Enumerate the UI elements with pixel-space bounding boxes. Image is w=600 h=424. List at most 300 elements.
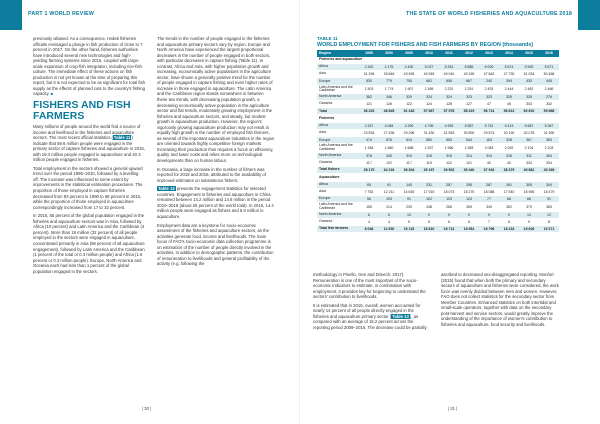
table-cell: 30 890 [459,129,479,136]
table-cell: 155 [359,203,379,211]
header-color-bar [0,0,22,30]
table-cell: 31 990 [539,129,559,136]
table-cell: 29 296 [399,129,419,136]
table-cell: 57 578 [439,108,459,115]
paragraph: ascribed to decreased sex-disaggregated reporting. Monfort (2015) found that when both the primary and secondary sectors of aquaculture and fisheries were considered, the work force was evenly divided between men and women. However, FAO does not collect statistics for the secondary sector from Member Countries. Enhanced statistics on both intertidal and small-scale operators, together with data on the secondary post-harvest and service sectors, would greatly improve the understanding of the importance of women's contribution to fisheries and aquaculture, food security and livelihoods. [441,272,559,327]
table-cell: 40 [479,159,499,166]
section-heading: FISHERS AND FISH FARMERS [33,99,131,122]
table-reference[interactable]: Table 11 [113,135,131,141]
table-cell: 50 468 [539,71,559,78]
table-cell: 47 [479,100,499,107]
table-cell: 4 796 [419,122,439,129]
text-column-4 [441,272,559,330]
table-cell: 379 [519,203,539,211]
table-cell: 46 845 [379,108,399,115]
table-cell: 60 610 [519,108,539,115]
table-cell: 269 [459,203,479,211]
table-cell: 352 [499,203,519,211]
table-cell: 316 [499,152,519,159]
table-cell: 6 [379,211,399,218]
table-cell: 91 [379,181,399,188]
table-cell: 119 [419,159,439,166]
table-cell: 9 [519,218,539,225]
table-cell: 367 [519,137,539,144]
table-cell: 1 348 [359,144,379,152]
table-label: TABLE 11 [317,36,338,41]
table-cell: 7 762 [359,188,379,195]
table-cell: 5 027 [419,63,439,70]
table-cell: 9 [419,211,439,218]
table-cell: 4 [379,218,399,225]
table-cell: 117 [399,159,419,166]
table-cell: 36 223 [359,108,379,115]
column-header: Region [317,50,359,57]
table-cell: 122 [399,100,419,107]
table-cell: 6 [499,218,519,225]
table-cell: 298 [459,181,479,188]
table-cell: 34 216 [379,167,399,174]
table-cell: 261 [499,181,519,188]
table-cell: 122 [379,159,399,166]
table-cell: 5 367 [539,122,559,129]
table-cell: 47 730 [499,71,519,78]
table-cell: 394 [499,78,519,85]
paragraph: The trends in the number of people engaged in the fisheries and aquaculture primary sectors vary by region. Europe and North America have experienced the largest proportional decreases in the number of people engaged in both sectors, with particular decreases in capture fishing (Table 11). In contrast, Africa and Asia, with higher population growth and increasing, economically active populations in the agriculture sector, have shown a generally positive trend for the number of people engaged in capture fishing and even higher rates of increase in those engaged in aquaculture. The Latin America and the Caribbean region stands somewhere in between these two trends, with decreasing population growth, a decreasing economically active population in the agriculture sector and flat trends, moderately growing employment in the fisheries and aquaculture sectors, and steady, but modest growth in aquaculture production. However, the region's vigorously growing aquaculture production may not result in equally high growth in the number of employed fish farmers, as several of the important aquaculture industries in the region are oriented towards highly competitive foreign markets. Increasing their production thus requires a focus on efficiency, quality and lower costs and relies more on technological developments than on human labour. [157,36,275,164]
table-cell: 257 [439,181,459,188]
table-cell: 779 [379,78,399,85]
section-label: Fisheries [317,115,559,122]
table-cell: 5 687 [519,122,539,129]
table-cell: 39 646 [379,71,399,78]
table-row [317,93,559,100]
table-cell: 18 088 [479,188,499,195]
table-cell: 122 [439,159,459,166]
table-cell: 349 [479,203,499,211]
table-cell: 5 674 [499,63,519,70]
table-cell: 311 [519,152,539,159]
table-cell: 126 [379,100,399,107]
table-section-row [317,174,559,181]
table-cell: 1 966 [439,144,459,152]
table-cell: 91 [399,196,419,203]
table-row [317,108,559,115]
table-cell: 18 233 [499,226,519,233]
table-row [317,218,559,225]
table-cell: 12 630 [379,226,399,233]
table-cell: 128 [439,100,459,107]
table-cell: 2 482 [519,85,539,93]
table-cell: 5 251 [439,63,459,70]
table-cell: 474 [359,137,379,144]
table-cell: 5 671 [539,63,559,70]
row-label: Africa [317,122,359,129]
row-label: Latin America and the Caribbean [317,203,359,211]
table-cell: 1 503 [359,85,379,93]
text-column-1 [33,36,145,277]
table-cell: 334 [519,159,539,166]
column-header-year: 2000 [379,50,399,57]
table-section-row [317,115,559,122]
table-cell: 18 796 [479,226,499,233]
table-cell: 49 040 [439,71,459,78]
table-cell: 43 926 [399,71,419,78]
table-cell: 32 078 [519,129,539,136]
table-cell: 6 009 [479,63,499,70]
column-header-year: 1995 [359,50,379,57]
table-cell: 4 430 [399,63,419,70]
table-cell: 4 993 [439,122,459,129]
table-row [317,226,559,233]
table-cell: 363 [539,203,559,211]
table-cell: 123 [459,196,479,203]
row-label: Oceania [317,218,359,225]
table-cell: 28 175 [359,167,379,174]
table-cell: 325 [519,93,539,100]
paragraph: previously allowed. As a consequence, Halieti fisheries officials envisaged a plunge in fish production of close to 7 percent in 2017. On the other hand, fisheries authorities have introduced several new technologies and high-yielding farming systems since 2016, coupled with large-scale expansion of crop-fish integration, including rice-fish culture. The immediate effect of these actions on fish production is not yet known at the time of preparing this report, but it is not expected to be as significant for total fish supply as the effects of planned cuts to the country's fishing capacity. ■ [33,36,146,97]
table-cell: 354 [539,137,559,144]
table-cell: 304 [539,181,559,188]
row-label: Latin America and the Caribbean [317,144,359,152]
table-cell: 49 165 [459,71,479,78]
table-cell: 544 [459,137,479,144]
table-cell: 324 [439,93,459,100]
table-cell: 65 [359,181,379,188]
row-label: Europe [317,137,359,144]
table-cell: 27 435 [379,129,399,136]
table-cell: 12 [539,211,559,218]
column-header-year: 2013 [479,50,499,57]
column-header-year: 2015 [519,50,539,57]
table-row [317,78,559,85]
table-cell: 2 185 [419,85,439,93]
table-cell: 2 104 [519,144,539,152]
table-cell: 14 [519,211,539,218]
table-cell: 163 [479,137,499,144]
table-row [317,144,559,152]
table-cell: 2 231 [439,85,459,93]
table-cell: 9 [439,211,459,218]
table-cell: 18 956 [519,188,539,195]
table-cell: 1 668 [399,144,419,152]
table-cell: 5 587 [459,122,479,129]
table-cell: 18 275 [459,188,479,195]
table-cell: 66 [519,196,539,203]
table-cell: 1 983 [459,144,479,152]
table-cell: 51 034 [519,71,539,78]
row-label: Total [317,108,359,115]
table-cell: 4 175 [379,63,399,70]
table-cell: 77 [479,196,499,203]
table-cell: 140 [399,181,419,188]
row-label: Total fishers [317,167,359,174]
table-cell: 305 [519,181,539,188]
table-cell: 4 084 [379,122,399,129]
table-cell: 18 713 [439,226,459,233]
table-cell: 334 [539,159,559,166]
table-cell: 5 885 [459,63,479,70]
right-header-title: THE STATE OF WORLD FISHERIES AND AQUACULTURE 2018 [406,11,572,17]
table-row [317,203,559,211]
table-cell: 31 430 [419,129,439,136]
table-cell: 376 [359,152,379,159]
table-row [317,71,559,78]
table-cell: 18 479 [539,188,559,195]
table-cell: 121 [459,159,479,166]
row-label: Africa [317,63,359,70]
table-cell: 433 [519,78,539,85]
table-row [317,122,559,129]
table-cell: 39 502 [439,167,459,174]
table-cell: 2 103 [539,144,559,152]
paragraph: Total employment in the sectors showed a general upward trend over the period 1995–2010, followed by a levelling off. The increase was influenced to some extent by improvements in the statistical estimation procedures. The proportion of those employed in capture fisheries decreased from 83 percent in 1990 to 68 percent in 2016, while the proportion of those employed in aquaculture correspondingly increased from 17 to 32 percent. [33,165,143,210]
table-row [317,137,559,144]
row-label: Africa [317,181,359,188]
table-cell: 29 574 [479,129,499,136]
table-cell: 265 [439,203,459,211]
table-cell: 314 [479,152,499,159]
table-cell: 19 626 [519,226,539,233]
table-cell: 31 553 [439,129,459,136]
table-cell: 46 [499,100,519,107]
table-cell: 121 [359,100,379,107]
table-cell: 18 510 [419,226,439,233]
row-label: North America [317,93,359,100]
table-cell: 36 304 [399,167,419,174]
table-cell: 66 [499,196,519,203]
column-header-year: 2005 [399,50,419,57]
table-cell: 214 [379,203,399,211]
table-title: WORLD EMPLOYMENT FOR FISHERS AND FISH FARMERS BY REGION (thousands) [317,42,534,48]
table-cell: 30 190 [499,129,519,136]
table-row [317,85,559,93]
table-cell: 40 881 [519,167,539,174]
square-icon: ■ [50,91,54,97]
table-cell: 248 [419,203,439,211]
table-cell: 102 [419,196,439,203]
row-label: Oceania [317,159,359,166]
table-cell: 19 271 [539,226,559,233]
table-cell: 323 [479,93,499,100]
table-cell: 37 916 [479,167,499,174]
row-label: Oceania [317,100,359,107]
table-row [317,152,559,159]
table-cell: 2 083 [479,144,499,152]
paragraph: In 2016, 85 percent of the global population engaged in the fisheries and aquaculture sectors was in Asia, followed by Africa (10 percent) and Latin America and the Caribbean (4 percent). More than 19 million (32 percent) of all people employed in the sectors were engaged in aquaculture, concentrated primarily in Asia (96 percent of all aquaculture engagement), followed by Latin America and the Caribbean (1 percent of the total or 0.3 million people) and Africa (1.6 percent or 0.3 million people). Europe, North America and Oceania each had less than 1 percent of the global population engaged in the sectors. [33,213,145,274]
table-cell: 342 [539,100,559,107]
table-cell: 8 048 [359,226,379,233]
table-cell: 2 251 [459,85,479,93]
table-cell: 5 [419,218,439,225]
table-cell: 324 [419,93,439,100]
table-cell: 276 [539,93,559,100]
table-cell: 103 [379,196,399,203]
table-cell: 124 [419,100,439,107]
table-cell: 56 714 [479,108,499,115]
left-page-header [0,0,300,30]
paragraph: Many millions of people around the world find a source of income and livelihood in the fisheries and aquaculture sectors. The most recent official statistics (Table 11) indicate that 59.6 million people were engaged in the primary sector of capture fisheries and aquaculture in 2016, with 19.3 million people engaged in aquaculture and 40.3 million people engaged in fisheries. [33,124,145,163]
row-label: Asia [317,129,359,136]
table-cell: 6 [359,211,379,218]
table-cell: 5 413 [499,122,519,129]
table-section-row [317,57,559,64]
table-cell: 5 [399,218,419,225]
table-cell: 57 667 [419,108,439,115]
table-cell: 315 [419,152,439,159]
table-cell: 17 915 [419,188,439,195]
page-gutter [299,0,300,424]
table-cell: 325 [499,93,519,100]
table-cell: 382 [359,93,379,100]
table-cell: 103 [439,196,459,203]
table-cell: 40 [499,159,519,166]
table-cell: 2 392 [359,63,379,70]
table-cell: 560 [419,137,439,144]
table-cell: 14 630 [399,188,419,195]
right-page-header [300,0,600,30]
table-cell: 6 [459,218,479,225]
table-cell: 240 [479,78,499,85]
table-row [317,211,559,218]
table-cell: 314 [459,152,479,159]
table-cell: 40 339 [539,167,559,174]
table-row [317,129,559,136]
row-label: Asia [317,188,359,195]
table-cell: 264 [539,152,559,159]
table-cell: 2 092 [499,144,519,152]
table-cell: 328 [499,137,519,144]
row-label: Europe [317,78,359,85]
table-cell: 323 [459,93,479,100]
table-row [317,63,559,70]
table-cell: 10 [399,211,419,218]
text-column-2 [157,36,275,270]
column-header-year: 2016 [539,50,559,57]
table-cell: 315 [439,152,459,159]
table-cell: 340 [379,152,399,159]
table-cell: 239 [399,203,419,211]
table-cell: 56 [359,196,379,203]
table-cell: 18 981 [459,226,479,233]
table-cell: 676 [379,137,399,144]
column-header-year: 2010 [419,50,439,57]
table-cell: 59 668 [539,108,559,115]
table-cell: 319 [399,152,419,159]
table-cell: 329 [399,93,419,100]
table-cell: 9 [479,211,499,218]
paragraph: Table 12 presents the engagement statistics for selected countries. Engagement in fisheries and aquaculture in China remained between 14.2 million and 14.6 million in the period 2010–2016 (about 25 percent of the world total). In 2016, 14.4 million people were engaged as fishers and 5.0 million in aquaculture. [157,186,274,219]
table-cell: 1 560 [379,144,399,152]
table-cell: 31 296 [359,71,379,78]
table-row [317,100,559,107]
table-cell: 8 [539,218,559,225]
row-label: Europe [317,196,359,203]
table-row [317,181,559,188]
table-cell: 606 [439,78,459,85]
table-cell: 47 662 [479,71,499,78]
table-reference[interactable]: Table 13 [392,313,409,319]
table-reference[interactable]: Table 12 [158,186,175,192]
table-cell: 91 [539,196,559,203]
table-cell: 17 540 [499,188,519,195]
table-cell: 9 [459,211,479,218]
table-cell: 18 073 [439,188,459,195]
table-cell: 49 345 [419,71,439,78]
row-label: Asia [317,71,359,78]
paragraph: In Oceania, a large increase in the number of fishers was reported for 2015 and 2016, attributed to the availability of improved estimates on subsistence fishers. [157,166,266,183]
table-cell: 6 [439,218,459,225]
section-label: Fisheries and aquaculture [317,57,559,64]
table-cell: 15 115 [399,226,419,233]
paragraph: methodology in Pinello, Gee and Dimech, 2017). Remuneration is one of the most important of the socio-economic indicators to estimate, in combination with employment, it provides key for beginning to understand the sectors' contribution to livelihoods. [313,272,426,300]
table-cell: 4 [359,218,379,225]
table-cell: 705 [399,78,419,85]
table-cell: 346 [379,93,399,100]
section-label: Aquaculture [317,174,559,181]
header-color-bar [578,0,600,30]
table-cell: 12 211 [379,188,399,195]
table-cell: 530 [359,78,379,85]
table-cell: 127 [459,100,479,107]
page-number-left: | 30 | [142,406,152,411]
column-header-year: 2011 [439,50,459,57]
row-label: North America [317,211,359,218]
table-cell: 267 [479,181,499,188]
paragraph: Employment data are a keystone for socio-economic assessment of the fisheries and aquaculture sectors, as the activities generate food, income and livelihoods. The main focus of FAO's socio-economic data collection programme is on estimation of the number of people directly involved in the activities, in addition to demographic patterns, the contribution of remuneration to livelihoods and general profitability of the activity (e.g. following the [157,222,274,267]
table-cell: 2 444 [499,85,519,93]
table-row [317,188,559,195]
table-cell: 2 327 [359,122,379,129]
table-cell: 662 [419,78,439,85]
table-cell: 445 [539,78,559,85]
page-number-right: | 31 | [448,406,458,411]
table-cell: 2 466 [539,85,559,93]
table-cell: 39 440 [459,167,479,174]
table-row [317,196,559,203]
table-cell: 553 [439,137,459,144]
row-label: Latin America and the Caribbean [317,85,359,93]
table-cell: 1 907 [399,85,419,93]
table-cell: 23 534 [359,129,379,136]
column-header-year: 2014 [499,50,519,57]
table-cell: 56 613 [499,108,519,115]
table-cell: 7 [479,218,499,225]
table-row [317,167,559,174]
row-label: North America [317,152,359,159]
text-column-3 [313,272,430,333]
column-header-year: 2012 [459,50,479,57]
table-cell: 5 742 [479,122,499,129]
table-cell: 9 [499,211,519,218]
table-cell: 117 [359,159,379,166]
table-cell: 4 290 [399,122,419,129]
table-cell: 614 [399,137,419,144]
table-cell: 343 [519,100,539,107]
table-row [317,159,559,166]
table-cell: 2 433 [479,85,499,93]
table-cell: 58 319 [459,108,479,115]
table-cell: 1 774 [379,85,399,93]
employment-table [317,50,559,233]
paragraph: It is estimated that in 2016, overall, women accounted for nearly 14 percent of all people directly engaged in the fisheries and aquaculture primary sector (Table 13), as compared with an average of 15.2 percent across the reporting period 2009–2016. The decrease could be partially [313,302,427,330]
table-cell: 5 992 [519,63,539,70]
table-cell: 667 [459,78,479,85]
table-cell: 1 937 [419,144,439,152]
table-cell: 39 157 [419,167,439,174]
row-label: Total fish farmers [317,226,359,233]
table-cell: 38 379 [499,167,519,174]
table-cell: 231 [419,181,439,188]
table-cell: 51 418 [399,108,419,115]
